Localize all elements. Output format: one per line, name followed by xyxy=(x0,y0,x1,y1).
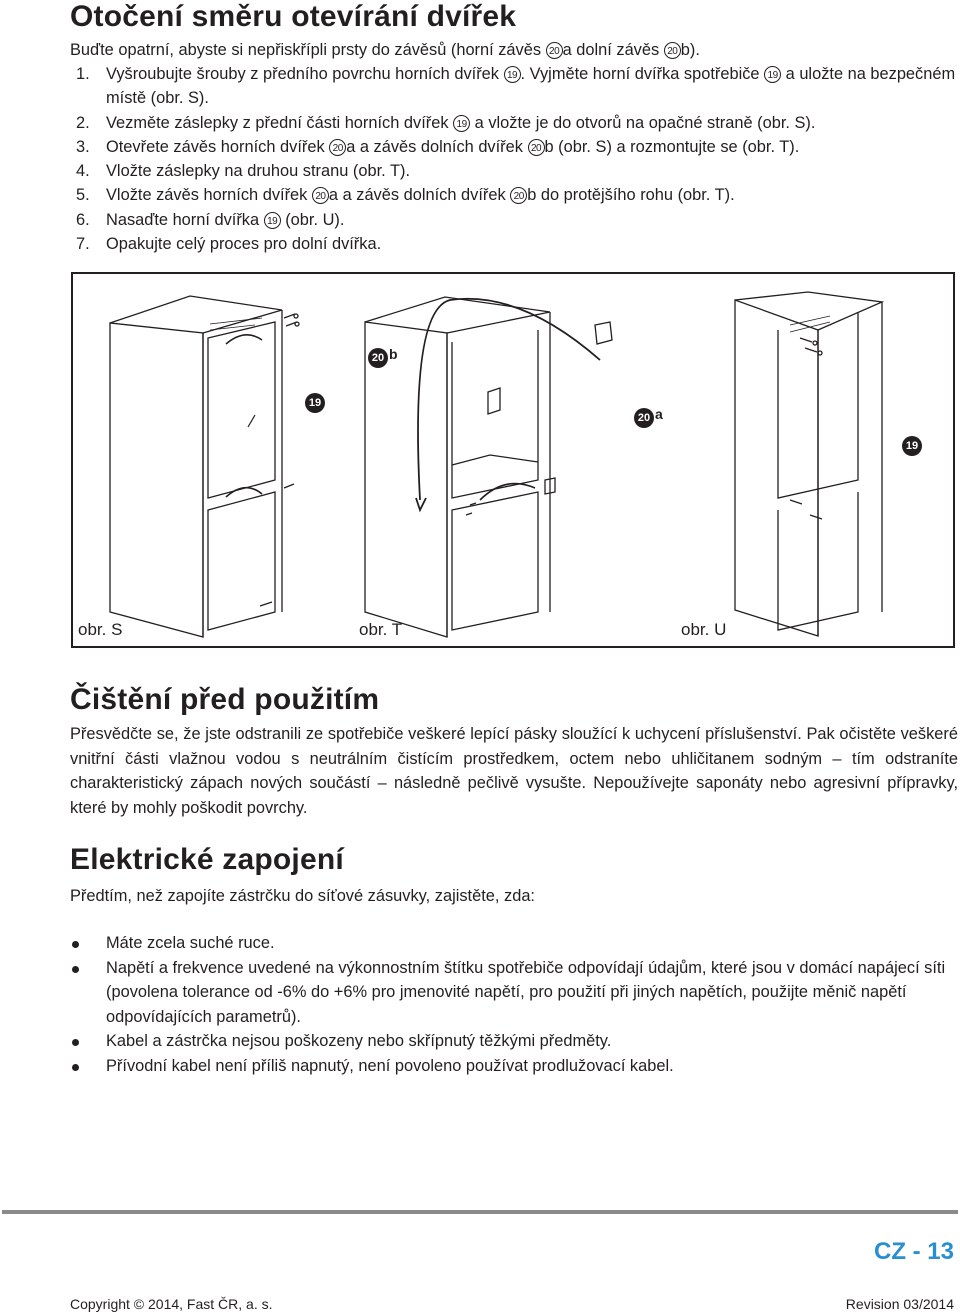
checklist-item xyxy=(70,956,958,1030)
page-number: CZ - 13 xyxy=(873,1238,954,1265)
figure-caption-t: obr. T xyxy=(359,620,403,639)
section-title-electrical: Elektrické zapojení xyxy=(70,843,344,876)
cleaning-paragraph: Přesvědčte se, že jste odstranili ze spotřebiče veškeré lepící pásky sloužící k uchycení příslušenství. Pak očistěte veškeré vnitřní části vlažnou vodou s neutrálním čistícím prostředkem, octem nebo uhličitanem sodným – tím odstraníte charakteristický zápach nových součástí – následně pečlivě vysušte. Nepoužívejte saponáty nebo agresivní přípravky, které by mohly poškodit povrchy. xyxy=(70,725,958,817)
label-20a-suffix: a xyxy=(655,406,663,422)
step-text: a a závěs dolních dvířek xyxy=(328,186,511,205)
figure-caption-u: obr. U xyxy=(681,620,727,639)
step-text: b (obr. S) a rozmontujte se (obr. T). xyxy=(544,137,800,156)
revision-date: 03/2014 xyxy=(903,1296,954,1312)
step-text: (obr. U). xyxy=(280,210,345,229)
electrical-intro: Předtím, než zapojíte zástrčku do síťové zásuvky, zajistěte, zda: xyxy=(70,887,535,905)
step-text: a a závěs dolních dvířek xyxy=(346,137,528,156)
checklist-item xyxy=(70,931,958,956)
label-20-badge-t: 20 xyxy=(634,408,654,428)
label-20-badge-t: 20 xyxy=(368,348,388,368)
intro-text: a dolní závěs xyxy=(562,41,664,59)
ref-20-icon: 20 xyxy=(329,139,346,156)
step-number: 2. xyxy=(76,113,90,132)
step-text: a uložte na bezpečném místě (obr. S). xyxy=(106,65,956,108)
step-number: 7. xyxy=(76,235,90,254)
step-number: 1. xyxy=(76,65,90,83)
bullet-icon xyxy=(72,966,79,973)
figure-caption-s: obr. S xyxy=(78,620,123,639)
step-text: Opakujte celý proces pro dolní dvířka. xyxy=(106,235,382,254)
step-number: 6. xyxy=(76,210,90,229)
ref-20-icon: 20 xyxy=(528,139,545,156)
ref-19-icon: 19 xyxy=(453,115,470,132)
label-19-badge-u: 19 xyxy=(902,436,922,456)
checklist-item xyxy=(70,1029,958,1054)
checklist-text: Máte zcela suché ruce. xyxy=(106,934,275,952)
ref-20-icon: 20 xyxy=(312,187,329,204)
checklist-item xyxy=(70,1054,958,1079)
label-19-badge-s: 19 xyxy=(305,393,325,413)
step-text: a vložte je do otvorů na opačné straně (obr. S). xyxy=(470,113,816,132)
step-text: . Vyjměte horní dvířka spotřebiče xyxy=(520,65,765,83)
ref-19-icon: 19 xyxy=(264,212,281,229)
revision-label: Revision xyxy=(845,1296,904,1312)
electrical-checklist xyxy=(70,931,958,1078)
step-text: b do protějšího rohu (obr. T). xyxy=(527,186,735,205)
ref-20-icon: 20 xyxy=(510,187,527,204)
label-20b-suffix: b xyxy=(389,346,398,362)
step-number: 5. xyxy=(76,186,90,205)
step-text: Vezměte záslepky z přední části horních dvířek xyxy=(106,113,454,132)
fridge-s-drawing xyxy=(110,296,299,637)
intro-text: Buďte opatrní, abyste si nepřiskřípli prsty do závěsů (horní závěs xyxy=(70,41,546,59)
step-text: Vložte závěs horních dvířek xyxy=(106,186,312,205)
bullet-icon xyxy=(72,1039,79,1046)
section-title-cleaning: Čištění před použitím xyxy=(70,683,380,716)
step-text: Otevřete závěs horních dvířek xyxy=(106,137,330,156)
section-title-door-reversal: Otočení směru otevírání dvířek xyxy=(70,0,517,33)
step-number: 3. xyxy=(76,137,90,156)
bullet-icon xyxy=(72,941,79,948)
footer-divider xyxy=(2,1210,958,1214)
checklist-text: Napětí a frekvence uvedené na výkonnostním štítku spotřebiče odpovídají údajům, které jsou v domácí napájecí síti (povolena tolerance od -6% do +6% pro jmenovité napětí, pro použití při jiných napětích, použijte měnič napětí odpovídajících parametrů). xyxy=(106,958,946,1026)
ref-20-icon: 20 xyxy=(546,42,563,59)
fridge-u-drawing xyxy=(735,292,882,636)
step-text: Vložte záslepky na druhou stranu (obr. T). xyxy=(106,162,410,181)
revision-info xyxy=(846,1296,954,1312)
intro-text: b). xyxy=(680,41,700,59)
checklist-text: Přívodní kabel není příliš napnutý, není povoleno používat prodlužovací kabel. xyxy=(106,1056,674,1075)
checklist-text: Kabel a zástrčka nejsou poškozeny nebo skřípnutý těžkými předměty. xyxy=(106,1032,612,1050)
copyright-text: Copyright © 2014, Fast ČR, a. s. xyxy=(70,1296,273,1312)
ref-19-icon: 19 xyxy=(764,66,781,83)
step-text: Vyšroubujte šrouby z předního povrchu horních dvířek xyxy=(106,65,504,83)
ref-19-icon: 19 xyxy=(504,66,521,83)
fridge-t-drawing xyxy=(365,297,612,637)
ref-20-icon: 20 xyxy=(664,42,681,59)
step-number: 4. xyxy=(76,162,90,181)
bullet-icon xyxy=(72,1064,79,1071)
step-text: Nasaďte horní dvířka xyxy=(106,210,264,229)
